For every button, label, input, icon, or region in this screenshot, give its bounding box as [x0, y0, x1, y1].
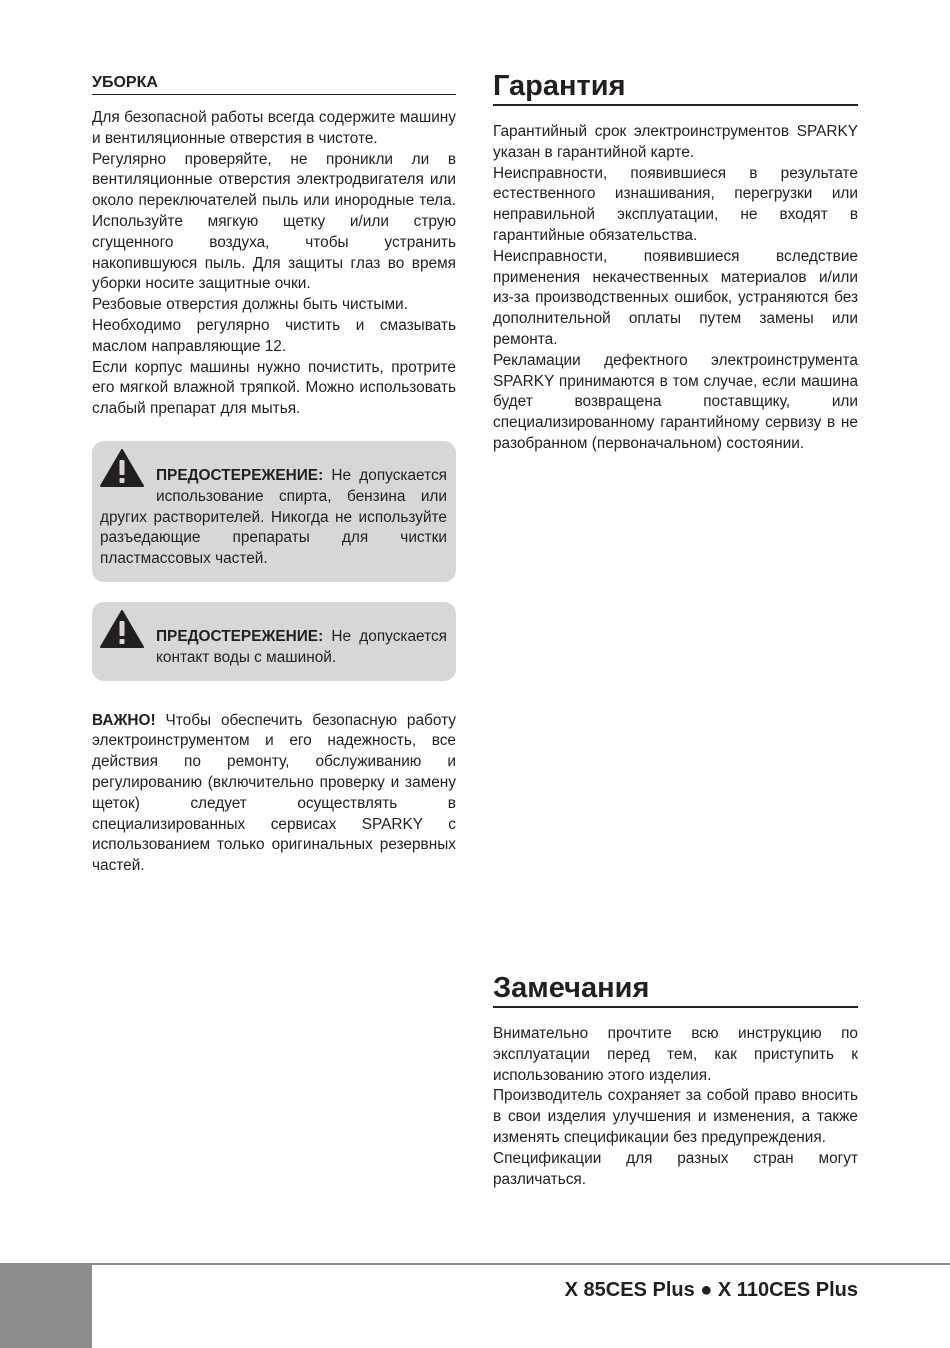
notes-paragraph: Производитель сохраняет за собой право вносить в свои изделия улучшения и изменения, а также изменять спецификации без предупреждения.	[493, 1087, 858, 1146]
cleaning-paragraph: Необходимо регулярно чистить и смазывать маслом направляющие 12.	[92, 316, 456, 355]
warning-label: ПРЕДОСТЕРЕЖЕНИЕ:	[156, 627, 324, 645]
warning-triangle-icon	[100, 610, 144, 648]
cleaning-paragraph: Если корпус машины нужно почистить, протрите его мягкой влажной тряпкой. Можно использовать слабый препарат для мытья.	[92, 358, 456, 418]
footer-page-tab	[0, 1263, 92, 1348]
warning-label: ПРЕДОСТЕРЕЖЕНИЕ:	[156, 466, 324, 484]
warning-box-water	[92, 602, 456, 681]
footer-model-name: X 85CES Plus ● X 110CES Plus	[564, 1279, 858, 1301]
important-label: ВАЖНО!	[92, 711, 156, 729]
warranty-heading: Гарантия	[493, 68, 858, 106]
cleaning-heading: УБОРКА	[92, 72, 456, 95]
warning-text: Не допускается контакт воды с машиной.	[156, 627, 447, 666]
warranty-paragraph: Гарантийный срок электроинструментов SPARKY указан в гарантийной карте.	[493, 123, 858, 161]
notes-heading: Замечания	[493, 970, 858, 1008]
notes-paragraph: Спецификации для разных стран могут различаться.	[493, 1149, 858, 1188]
warranty-section	[493, 68, 858, 455]
warranty-paragraph: Неисправности, появившиеся в результате естественного изнашивания, перегрузки или неправильной эксплуатации, не входят в гарантийные обязательства.	[493, 164, 858, 244]
cleaning-paragraph: Для безопасной работы всегда содержите машину и вентиляционные отверстия в чистоте.	[92, 109, 456, 147]
warning-triangle-icon	[100, 449, 144, 487]
notes-section	[493, 970, 858, 1190]
warning-box-solvents	[92, 441, 456, 582]
important-text: Чтобы обеспечить безопасную работу электроинструментом и его надежность, все действия по ремонту, обслуживанию и регулированию (включительно проверку и замену щеток) следует осуществлять в специализированных сервисах SPARKY с использованием только оригинальных резервных частей.	[92, 711, 456, 875]
warranty-paragraph: Рекламации дефектного электроинструмента SPARKY принимаются в том случае, если машина будет возвращена поставщику, или специализированному гарантийному сервизу в не разобранном (первоначальном) состоянии.	[493, 351, 858, 452]
footer-divider	[92, 1263, 950, 1265]
cleaning-paragraph: Резбовые отверстия должны быть чистыми.	[92, 296, 408, 314]
warranty-paragraph: Неисправности, появившиеся вследствие применения некачественных материалов и/или из-за производственных ошибок, устраняются без дополнительной оплаты путем замены или ремонта.	[493, 247, 858, 348]
cleaning-section	[92, 72, 456, 877]
warning-text: Не допускается использование спирта, бензина или других растворителей. Никогда не используйте разъедающие препараты для чистки пластмассовых частей.	[100, 466, 447, 568]
important-note	[92, 711, 456, 877]
notes-paragraph: Внимательно прочтите всю инструкцию по эксплуатации перед тем, как приступить к использованию этого изделия.	[493, 1025, 858, 1084]
cleaning-paragraph: Регулярно проверяйте, не проникли ли в вентиляционные отверстия электродвигателя или около переключателей пыль или инородные тела. Используйте мягкую щетку и/или струю сгущенного воздуха, чтобы устранить накопившуюся пыль. Для защиты глаз во время уборки носите защитные очки.	[92, 150, 456, 293]
